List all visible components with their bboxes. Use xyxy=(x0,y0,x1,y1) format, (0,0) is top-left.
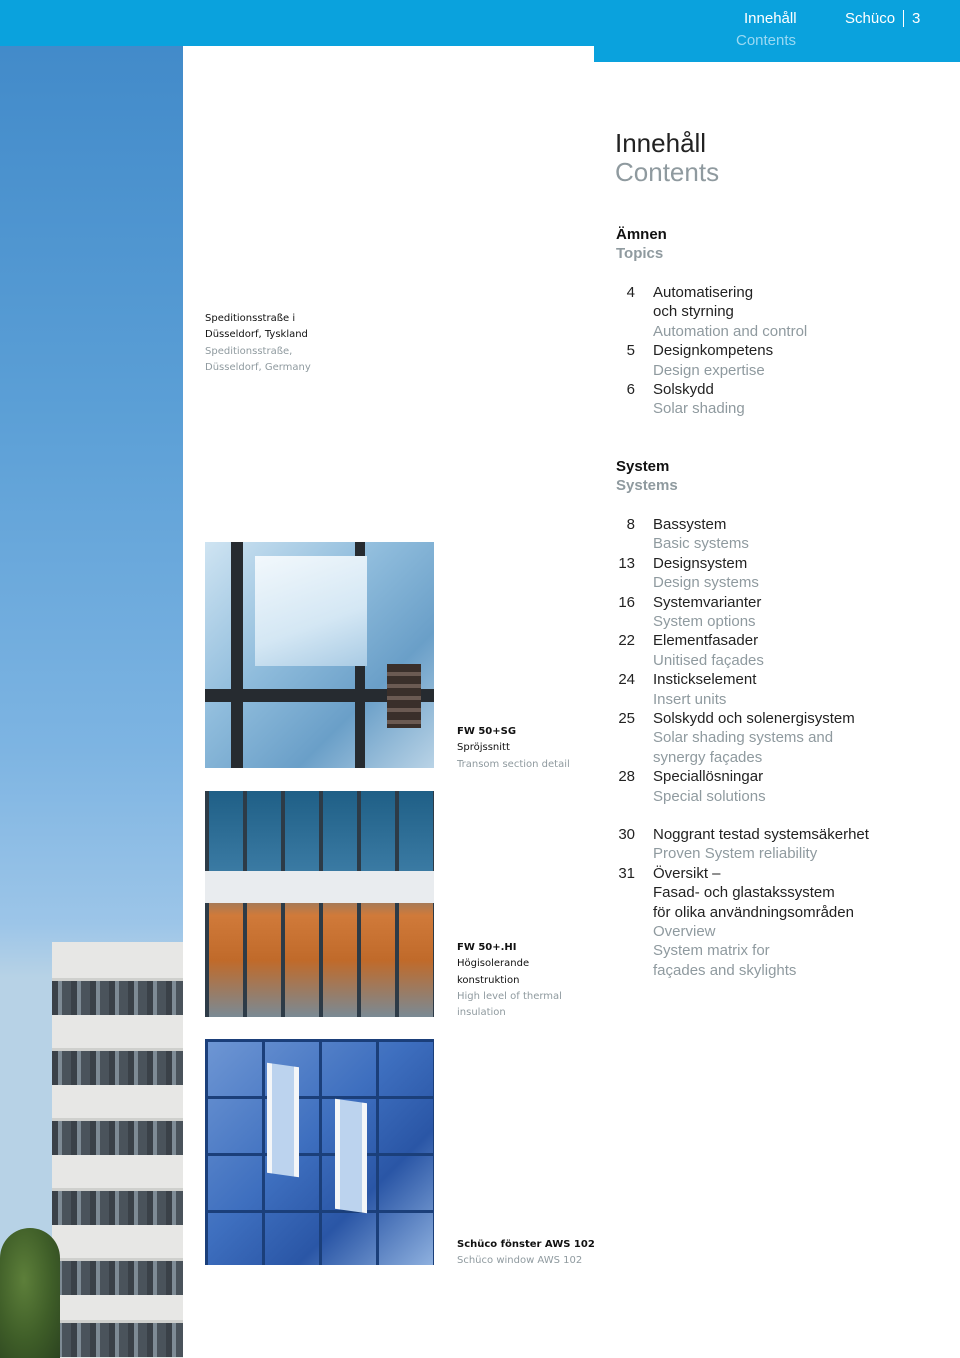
page-title-sv: Innehåll xyxy=(615,128,707,158)
window-band xyxy=(52,1258,183,1295)
toc-page-number: 24 xyxy=(618,671,635,689)
toc-entry-text xyxy=(653,631,900,670)
header-divider xyxy=(903,10,904,27)
toc-title-en: Automation and control xyxy=(653,322,808,340)
toc-title-en: Design expertise xyxy=(653,361,765,379)
toc-title-sv: Elementfasader xyxy=(653,632,759,650)
photo1-caption xyxy=(457,724,570,773)
toc-page-number: 8 xyxy=(626,516,635,533)
glass-pane xyxy=(255,556,367,666)
toc-page-number: 30 xyxy=(618,826,635,843)
photo2-caption xyxy=(457,940,562,1021)
toc-page-number: 22 xyxy=(618,632,635,650)
toc-entry[interactable] xyxy=(600,631,900,670)
misc-list xyxy=(600,825,900,980)
caption-en-line: insulation xyxy=(457,1007,506,1019)
toc-entry-text xyxy=(653,283,900,341)
window-photo xyxy=(205,1039,434,1265)
transom-profile xyxy=(387,664,421,728)
photo3-caption xyxy=(457,1237,595,1270)
caption-code: FW 50+.HI xyxy=(457,942,517,953)
caption-en-line: Transom section detail xyxy=(457,758,570,770)
systems-list xyxy=(600,515,900,806)
toc-title-en: Proven System reliability xyxy=(653,845,818,863)
toc-entry-text xyxy=(653,515,900,554)
toc-title-en: System options xyxy=(653,613,756,631)
toc-title-sv: Designsystem xyxy=(653,554,748,572)
toc-entry-text xyxy=(653,767,900,806)
open-window xyxy=(267,1063,299,1177)
header-section-en: Contents xyxy=(736,32,797,49)
caption-en-line: Speditionsstraße, xyxy=(205,345,293,357)
toc-title-sv: Solskydd xyxy=(653,381,714,399)
toc-title-en: Insert units xyxy=(653,690,727,708)
page-number: 3 xyxy=(912,10,921,27)
toc-page-number: 28 xyxy=(618,768,635,786)
toc-entry[interactable] xyxy=(600,554,900,593)
header-brand: Schüco xyxy=(845,10,896,27)
toc-title-sv: för olika användningsområden xyxy=(653,903,854,921)
toc-title-en: System matrix for xyxy=(653,942,770,960)
toc-title-en: Solar shading xyxy=(653,400,745,418)
toc-title-en: Basic systems xyxy=(653,535,749,553)
window-band xyxy=(52,978,183,1015)
systems-heading-sv: System xyxy=(616,458,670,475)
toc-page-number: 16 xyxy=(618,593,635,611)
facade-photo xyxy=(205,791,434,1017)
transom-detail-photo xyxy=(205,542,434,768)
caption-en-line: Düsseldorf, Germany xyxy=(205,361,311,373)
toc-page-number: 5 xyxy=(626,342,635,360)
toc-title-sv: Översikt – xyxy=(653,864,721,882)
toc-entry[interactable] xyxy=(600,283,900,341)
caption-code: Schüco fönster AWS 102 xyxy=(457,1239,595,1250)
toc-title-en: Overview xyxy=(653,923,716,941)
header-section-sv: Innehåll xyxy=(744,10,797,27)
caption-sv-line: Spröjssnitt xyxy=(457,742,510,754)
building-caption xyxy=(205,311,311,376)
toc-title-en: Design systems xyxy=(653,574,759,592)
caption-en-line: Schüco window AWS 102 xyxy=(457,1255,583,1267)
open-window xyxy=(335,1099,367,1213)
toc-title-sv: Systemvarianter xyxy=(653,593,762,611)
toc-entry-text xyxy=(653,864,900,980)
caption-en-line: High level of thermal xyxy=(457,990,562,1002)
toc-title-en: façades and skylights xyxy=(653,961,797,979)
header-bar xyxy=(0,0,960,46)
toc-title-sv: Speciallösningar xyxy=(653,768,764,786)
toc-title-sv: Instickselement xyxy=(653,671,757,689)
toc-entry[interactable] xyxy=(600,767,900,806)
toc-title-sv: Designkompetens xyxy=(653,342,774,360)
toc-title-en: Solar shading systems and xyxy=(653,729,834,747)
toc-entry[interactable] xyxy=(600,380,900,419)
topics-heading-sv: Ämnen xyxy=(616,226,667,243)
toc-page-number: 13 xyxy=(618,554,635,572)
caption-sv-line: Högisolerande xyxy=(457,958,530,970)
toc-entry-text xyxy=(653,554,900,593)
toc-page-number: 6 xyxy=(626,381,635,399)
topics-list xyxy=(600,283,900,419)
toc-title-sv: och styrning xyxy=(653,303,734,321)
toc-page-number: 25 xyxy=(618,710,635,728)
topics-heading-en: Topics xyxy=(616,245,664,262)
toc-entry-text xyxy=(653,593,900,632)
toc-title-en: Unitised façades xyxy=(653,651,764,669)
window-band xyxy=(52,1048,183,1085)
toc-title-sv: Solskydd och solenergisystem xyxy=(653,710,855,728)
caption-sv-line: konstruktion xyxy=(457,974,520,986)
systems-heading-en: Systems xyxy=(616,477,678,494)
toc-entry[interactable] xyxy=(600,341,900,380)
toc-title-sv: Bassystem xyxy=(653,516,727,533)
window-band xyxy=(52,1118,183,1155)
toc-page-number: 31 xyxy=(618,864,635,882)
toc-title-sv: Automatisering xyxy=(653,284,754,301)
toc-entry-text xyxy=(653,825,900,864)
toc-title-en: synergy façades xyxy=(653,748,763,766)
caption-sv-line: Düsseldorf, Tyskland xyxy=(205,329,308,341)
toc-entry-text xyxy=(653,709,900,767)
page-title-en: Contents xyxy=(615,157,720,187)
toc-title-sv: Noggrant testad systemsäkerhet xyxy=(653,826,869,843)
window-band xyxy=(52,1188,183,1225)
caption-code: FW 50+SG xyxy=(457,726,517,737)
building-photo xyxy=(0,0,183,1358)
toc-entry[interactable] xyxy=(600,825,900,864)
toc-title-sv: Fasad- och glastakssystem xyxy=(653,884,835,902)
toc-entry-text xyxy=(653,341,900,380)
toc-entry[interactable] xyxy=(600,864,900,980)
caption-sv-line: Speditionsstraße i xyxy=(205,313,296,324)
toc-title-en: Special solutions xyxy=(653,787,766,805)
toc-entry-text xyxy=(653,670,900,709)
toc-entry[interactable] xyxy=(600,670,900,709)
toc-page-number: 4 xyxy=(626,284,635,301)
toc-entry[interactable] xyxy=(600,593,900,632)
toc-entry[interactable] xyxy=(600,515,900,554)
office-building xyxy=(52,942,183,1358)
tree xyxy=(0,1228,60,1358)
window-band xyxy=(52,1320,183,1357)
toc-entry-text xyxy=(653,380,900,419)
toc-entry[interactable] xyxy=(600,709,900,767)
